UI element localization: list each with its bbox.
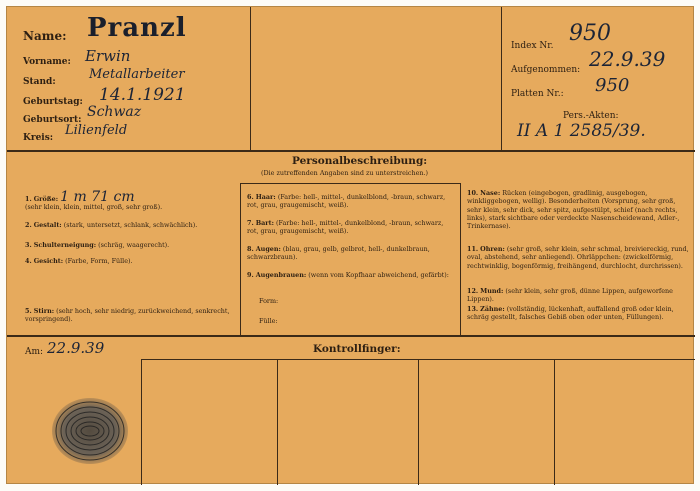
name-label: Name: bbox=[23, 29, 67, 43]
item-schulter: 3. Schulterneigung: (schräg, waagerecht). bbox=[25, 241, 170, 249]
aufgenommen-value: 22.9.39 bbox=[589, 47, 666, 71]
divider-header bbox=[7, 150, 695, 152]
geburtstag-label: Geburtstag: bbox=[23, 97, 83, 107]
personal-subtitle: (Die zutreffenden Angaben sind zu unterstreichen.) bbox=[261, 169, 429, 177]
vorname-label: Vorname: bbox=[23, 57, 71, 67]
item-groesse: 1. Größe: 1 m 71 cm (sehr klein, klein, mittel, groß, sehr groß). bbox=[25, 189, 163, 212]
item-ohren: 11. Ohren: (sehr groß, sehr klein, sehr schmal, breiviereckig, rund, oval, abstehend, sehr anliegend). Ohrläppchen: (zwickelförmig, rechtwinklig, bogenförmig, freihängend, durchlocht, durchrissen). bbox=[467, 245, 689, 270]
label-fuelle: Fülle: bbox=[259, 317, 278, 325]
am-value: 22.9.39 bbox=[47, 339, 105, 357]
item-augenbrauen: 9. Augenbrauen: (wenn vom Kopfhaar abweichend, gefärbt): bbox=[247, 271, 449, 279]
divider-top-right bbox=[501, 7, 502, 150]
index-label: Index Nr. bbox=[511, 41, 554, 51]
fingerprint-image bbox=[45, 391, 135, 471]
item-zaehne: 13. Zähne: (vollständig, lückenhaft, auffallend groß oder klein, schräg gestellt, falsches Gebiß oben oder unten, Füllungen). bbox=[467, 305, 674, 322]
divider-top-left bbox=[250, 7, 251, 150]
item-stirn: 5. Stirn: (sehr hoch, sehr niedrig, zurückweichend, senkrecht, vorspringend). bbox=[25, 307, 230, 324]
item-augen: 8. Augen: (blau, grau, gelb, gelbrot, hell-, dunkelbraun, schwarzbraun). bbox=[247, 245, 430, 262]
geburtsort-value: Schwaz bbox=[87, 104, 142, 120]
item-bart: 7. Bart: (Farbe: hell-, mittel-, dunkelblond, -braun, schwarz, rot, grau, graugemischt, weiß). bbox=[247, 219, 444, 236]
item-mund: 12. Mund: (sehr klein, sehr groß, dünne Lippen, aufgeworfene Lippen). bbox=[467, 287, 673, 304]
item-gesicht: 4. Gesicht: (Farbe, Form, Fülle). bbox=[25, 257, 133, 265]
stand-label: Stand: bbox=[23, 77, 56, 87]
item-haar: 6. Haar: (Farbe: hell-, mittel-, dunkelblond, -braun, schwarz, rot, grau, graugemischt, weiß). bbox=[247, 193, 446, 210]
record-card bbox=[6, 6, 694, 484]
persakten-value: II A 1 2585/39. bbox=[517, 121, 646, 141]
finger-box-1 bbox=[141, 359, 142, 485]
kreis-value: Lilienfeld bbox=[65, 123, 128, 138]
item-gestalt: 2. Gestalt: (stark, untersetzt, schlank, schwächlich). bbox=[25, 221, 198, 229]
kontroll-title: Kontrollfinger: bbox=[313, 343, 401, 355]
aufgenommen-label: Aufgenommen: bbox=[511, 65, 581, 75]
am-label: Am: bbox=[25, 347, 44, 357]
stand-value: Metallarbeiter bbox=[89, 67, 185, 82]
persakten-label: Pers.-Akten: bbox=[563, 111, 619, 121]
personal-title: Personalbeschreibung: bbox=[292, 155, 428, 167]
divider-personal-1 bbox=[240, 183, 241, 335]
vorname-value: Erwin bbox=[85, 47, 131, 65]
platten-label: Platten Nr.: bbox=[511, 89, 564, 99]
label-form: Form: bbox=[259, 297, 279, 305]
item-nase: 10. Nase: Rücken (eingebogen, gradlinig, ausgebogen, winkliggebogen, wellig). Besonderheiten (Vorsprung, sehr groß, sehr klein, sehr dick, sehr spitz, aufgestülpt, schief (nach rechts, links), stark sichtbare oder verdeckte Nasenscheidewand, Adler-, Trinkernase). bbox=[467, 189, 680, 231]
geburtstag-value: 14.1.1921 bbox=[99, 85, 186, 105]
divider-personal-2 bbox=[460, 183, 461, 335]
index-value: 950 bbox=[569, 21, 611, 46]
divider-personal-title bbox=[240, 183, 460, 184]
finger-box-4 bbox=[554, 359, 555, 485]
divider-section bbox=[7, 335, 695, 337]
name-value: Pranzl bbox=[87, 13, 187, 43]
finger-box-3 bbox=[418, 359, 419, 485]
finger-box-2 bbox=[277, 359, 278, 485]
geburtsort-label: Geburtsort: bbox=[23, 115, 82, 125]
platten-value: 950 bbox=[595, 75, 630, 96]
kreis-label: Kreis: bbox=[23, 133, 54, 143]
